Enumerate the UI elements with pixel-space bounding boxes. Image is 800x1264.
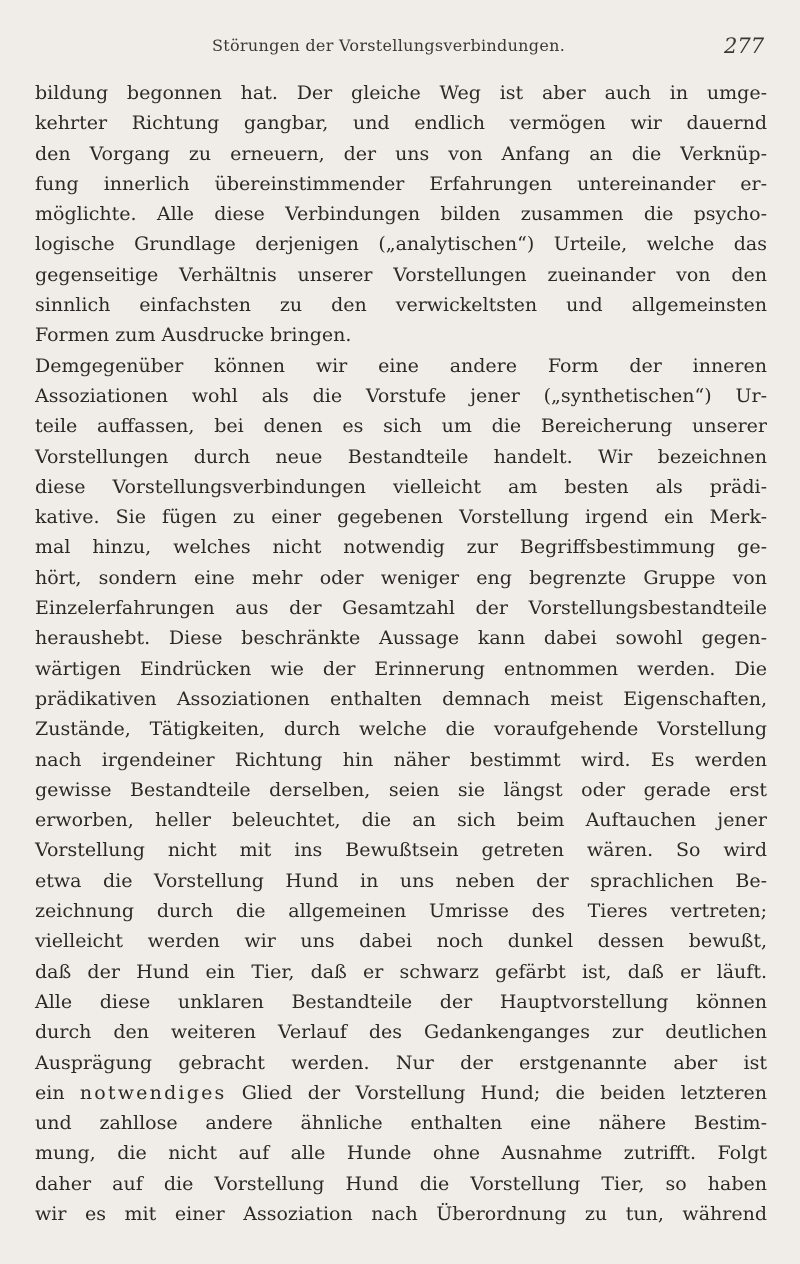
page-number: 277 xyxy=(724,34,765,58)
text-line: Vorstellungen durch neue Bestandteile handelt. Wir bezeichnen xyxy=(35,445,767,468)
text-line: Vorstellung nicht mit ins Bewußtsein getreten wären. So wird xyxy=(35,839,767,862)
text-line: Zustände, Tätigkeiten, durch welche die voraufgehende Vorstellung xyxy=(35,718,767,741)
text-line: zeichnung durch die allgemeinen Umrisse des Tieres vertreten; xyxy=(35,900,767,923)
text-line: hört, sondern eine mehr oder weniger eng begrenzte Gruppe von xyxy=(35,566,767,589)
text-line: gewisse Bestandteile derselben, seien sie längst oder gerade erst xyxy=(35,778,767,801)
text-line: erworben, heller beleuchtet, die an sich beim Auftauchen jener xyxy=(35,809,767,832)
text-line: kehrter Richtung gangbar, und endlich vermögen wir dauernd xyxy=(35,112,767,135)
running-head: Störungen der Vorstellungsverbindungen. xyxy=(212,36,566,55)
text-line: Assoziationen wohl als die Vorstufe jener („synthetischen“) Ur- xyxy=(35,384,767,407)
text-line: daher auf die Vorstellung Hund die Vorstellung Tier, so haben xyxy=(35,1172,767,1195)
text-line: prädikativen Assoziationen enthalten demnach meist Eigenschaften, xyxy=(35,687,767,710)
text-line: Ausprägung gebracht werden. Nur der erstgenannte aber ist xyxy=(35,1051,767,1074)
text-line: heraushebt. Diese beschränkte Aussage kann dabei sowohl gegen- xyxy=(35,627,767,650)
emphasized-word: notwendiges xyxy=(79,1081,227,1104)
text-line: kative. Sie fügen zu einer gegebenen Vorstellung irgend ein Merk- xyxy=(35,506,767,529)
text-line: Formen zum Ausdrucke bringen. xyxy=(35,324,352,347)
text-line: wärtigen Eindrücken wie der Erinnerung entnommen werden. Die xyxy=(35,657,767,680)
text-line: mung, die nicht auf alle Hunde ohne Ausnahme zutrifft. Folgt xyxy=(35,1142,767,1165)
text-line: nach irgendeiner Richtung hin näher bestimmt wird. Es werden xyxy=(35,748,767,771)
text-line: fung innerlich übereinstimmender Erfahrungen untereinander er- xyxy=(35,172,767,195)
text-line: Einzelerfahrungen aus der Gesamtzahl der Vorstellungsbestandteile xyxy=(35,597,767,620)
text-line: bildung begonnen hat. Der gleiche Weg ist aber auch in umge- xyxy=(35,82,767,104)
text-line: daß der Hund ein Tier, daß er schwarz gefärbt ist, daß er läuft. xyxy=(35,960,767,983)
text-line: mal hinzu, welches nicht notwendig zur Begriffsbestimmung ge- xyxy=(35,536,767,559)
text-line: logische Grundlage derjenigen („analytischen“) Urteile, welche das xyxy=(35,233,767,256)
text-line: durch den weiteren Verlauf des Gedankenganges zur deutlichen xyxy=(35,1021,767,1044)
text-line: wir es mit einer Assoziation nach Überordnung zu tun, während xyxy=(35,1202,767,1225)
text-line: ein notwendiges Glied der Vorstellung Hund; die beiden letzteren xyxy=(35,1081,767,1104)
text-line: vielleicht werden wir uns dabei noch dunkel dessen bewußt, xyxy=(35,930,767,953)
text-line: teile auffassen, bei denen es sich um die Bereicherung unserer xyxy=(35,415,767,438)
text-line: etwa die Vorstellung Hund in uns neben der sprachlichen Be- xyxy=(35,869,767,892)
text-line: Alle diese unklaren Bestandteile der Hauptvorstellung können xyxy=(35,990,767,1013)
text-line: diese Vorstellungsverbindungen vielleicht am besten als prädi- xyxy=(35,475,767,498)
text-line: Demgegenüber können wir eine andere Form der inneren xyxy=(35,354,767,377)
text-line: sinnlich einfachsten zu den verwickeltsten und allgemeinsten xyxy=(35,294,767,317)
text-line: den Vorgang zu erneuern, der uns von Anfang an die Verknüp- xyxy=(35,142,767,165)
page-header xyxy=(0,36,800,60)
text-line: und zahllose andere ähnliche enthalten eine nähere Bestim- xyxy=(35,1112,767,1135)
text-line: möglichte. Alle diese Verbindungen bilden zusammen die psycho- xyxy=(35,203,767,226)
text-line: gegenseitige Verhältnis unserer Vorstellungen zueinander von den xyxy=(35,263,767,286)
body-text xyxy=(35,78,767,1229)
